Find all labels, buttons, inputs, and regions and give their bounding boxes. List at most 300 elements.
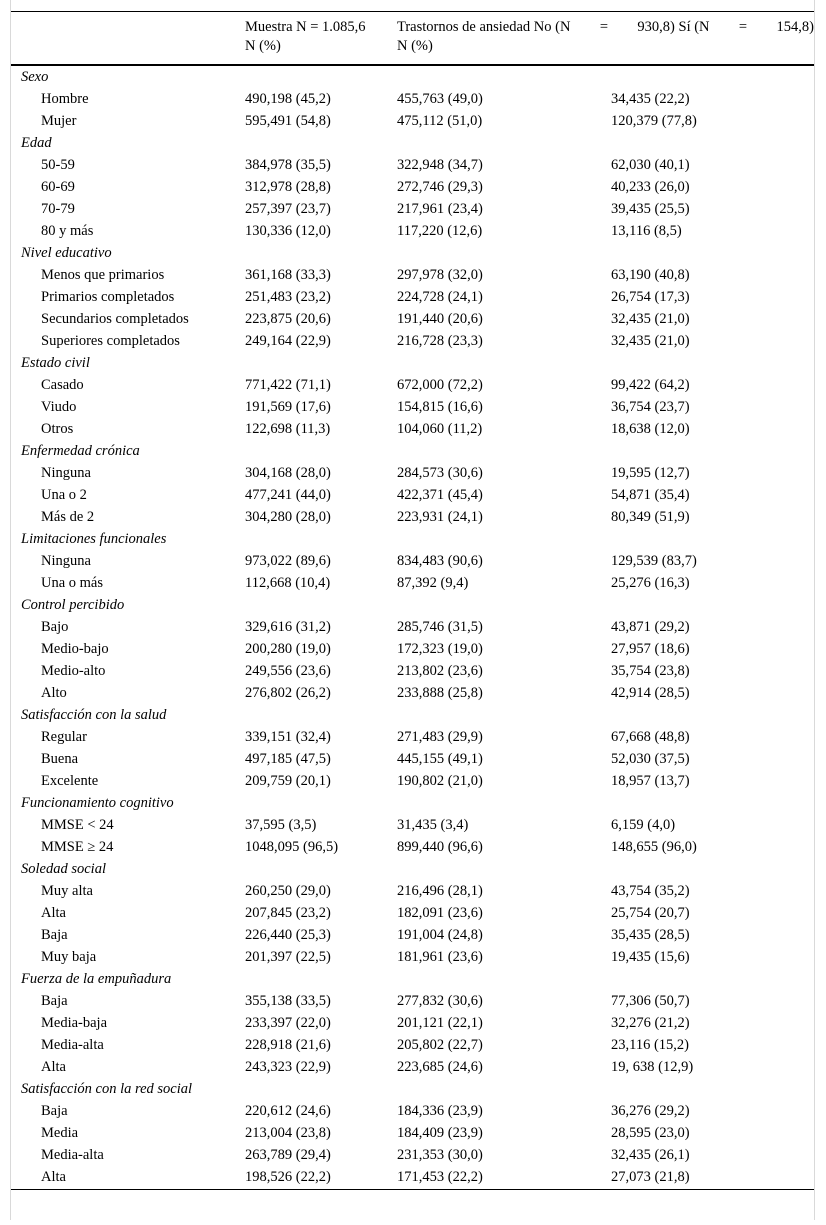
header-muestra-line2: N (%) (245, 38, 281, 54)
table-row (11, 748, 814, 770)
cell-si: 25,754 (20,7) (611, 905, 690, 921)
cell-muestra: 228,918 (21,6) (245, 1037, 331, 1053)
table-row (11, 308, 814, 330)
cell-muestra: 251,483 (23,2) (245, 289, 331, 305)
cell-si: 36,276 (29,2) (611, 1103, 690, 1119)
row-label: Mujer (41, 113, 77, 129)
row-label: 60-69 (41, 179, 75, 195)
cell-muestra: 200,280 (19,0) (245, 641, 331, 657)
row-label: Regular (41, 729, 87, 745)
cell-ansiedad (397, 572, 814, 594)
cell-si: 80,349 (51,9) (611, 509, 690, 525)
cell-ansiedad-wrap (397, 638, 814, 660)
cell-no: 455,763 (49,0) (397, 91, 483, 107)
cell-no: 272,746 (29,3) (397, 179, 483, 195)
cell-ansiedad-wrap (397, 220, 814, 242)
cell-no: 231,353 (30,0) (397, 1147, 483, 1163)
cell-ansiedad-wrap (397, 330, 814, 352)
category-row (11, 792, 814, 814)
row-label: Hombre (41, 91, 89, 107)
cell-no: 171,453 (22,2) (397, 1169, 483, 1185)
cell-ansiedad (397, 484, 814, 506)
table-row (11, 1012, 814, 1034)
cell-muestra: 249,164 (22,9) (245, 333, 331, 349)
row-label: Baja (41, 993, 68, 1009)
cell-no: 899,440 (96,6) (397, 839, 483, 855)
row-label: Una o más (41, 575, 104, 591)
cell-si: 27,073 (21,8) (611, 1169, 690, 1185)
table-row (11, 902, 814, 924)
cell-no: 223,931 (24,1) (397, 509, 483, 525)
cell-muestra: 355,138 (33,5) (245, 993, 331, 1009)
cell-ansiedad-wrap (397, 1144, 814, 1166)
cell-ansiedad-wrap (397, 264, 814, 286)
cell-ansiedad-wrap (397, 946, 814, 968)
row-label: Superiores completados (41, 333, 180, 349)
table-row (11, 924, 814, 946)
cell-ansiedad (397, 110, 814, 132)
row-label: Alta (41, 1059, 66, 1075)
cell-muestra: 201,397 (22,5) (245, 949, 331, 965)
cell-ansiedad-wrap (397, 198, 814, 220)
cell-ansiedad (397, 1100, 814, 1122)
cell-muestra: 1048,095 (96,5) (245, 839, 339, 855)
cell-ansiedad (397, 880, 814, 902)
cell-ansiedad (397, 638, 814, 660)
cell-ansiedad (397, 396, 814, 418)
cell-si: 63,190 (40,8) (611, 267, 690, 283)
cell-ansiedad (397, 88, 814, 110)
cell-ansiedad-wrap (397, 506, 814, 528)
cell-ansiedad (397, 682, 814, 704)
cell-muestra: 329,616 (31,2) (245, 619, 331, 635)
cell-ansiedad-wrap (397, 660, 814, 682)
cell-muestra: 477,241 (44,0) (245, 487, 331, 503)
table-row (11, 396, 814, 418)
cell-si: 32,435 (21,0) (611, 311, 690, 327)
row-label: Otros (41, 421, 74, 437)
cell-ansiedad-wrap (397, 154, 814, 176)
category-label: Funcionamiento cognitivo (21, 795, 174, 811)
cell-muestra: 260,250 (29,0) (245, 883, 331, 899)
cell-ansiedad-wrap (397, 286, 814, 308)
cell-ansiedad-wrap (397, 1012, 814, 1034)
cell-ansiedad-wrap (397, 1166, 814, 1188)
table-row (11, 616, 814, 638)
category-label: Limitaciones funcionales (21, 531, 167, 547)
cell-muestra: 37,595 (3,5) (245, 817, 317, 833)
cell-muestra: 304,280 (28,0) (245, 509, 331, 525)
cell-muestra: 384,978 (35,5) (245, 157, 331, 173)
cell-ansiedad (397, 154, 814, 176)
category-row (11, 528, 814, 550)
cell-ansiedad-wrap (397, 814, 814, 836)
cell-ansiedad (397, 770, 814, 792)
header-ansiedad-line1 (397, 18, 814, 37)
row-label: Baja (41, 1103, 68, 1119)
cell-ansiedad (397, 1122, 814, 1144)
cell-no: 87,392 (9,4) (397, 575, 469, 591)
table-row (11, 946, 814, 968)
row-label: Muy alta (41, 883, 93, 899)
cell-muestra: 207,845 (23,2) (245, 905, 331, 921)
category-row (11, 858, 814, 880)
cell-no: 223,685 (24,6) (397, 1059, 483, 1075)
row-label: Ninguna (41, 553, 91, 569)
cell-muestra: 213,004 (23,8) (245, 1125, 331, 1141)
cell-no: 191,004 (24,8) (397, 927, 483, 943)
cell-no: 181,961 (23,6) (397, 949, 483, 965)
cell-muestra: 223,875 (20,6) (245, 311, 331, 327)
cell-no: 475,112 (51,0) (397, 113, 483, 129)
cell-no: 184,336 (23,9) (397, 1103, 483, 1119)
header-ansiedad-part-b: = (599, 19, 609, 35)
row-label: 80 y más (41, 223, 94, 239)
header-ansiedad (397, 12, 814, 66)
table-row (11, 770, 814, 792)
cell-si: 36,754 (23,7) (611, 399, 690, 415)
category-label: Soledad social (21, 861, 106, 877)
row-label: Secundarios completados (41, 311, 189, 327)
cell-ansiedad-wrap (397, 682, 814, 704)
cell-si: 99,422 (64,2) (611, 377, 690, 393)
table-row (11, 660, 814, 682)
cell-ansiedad (397, 660, 814, 682)
cell-muestra: 304,168 (28,0) (245, 465, 331, 481)
cell-si: 32,435 (21,0) (611, 333, 690, 349)
cell-muestra: 339,151 (32,4) (245, 729, 331, 745)
row-label: Media-baja (41, 1015, 108, 1031)
header-ansiedad-part-d: = (738, 19, 748, 35)
row-label: Alta (41, 905, 66, 921)
cell-ansiedad-wrap (397, 484, 814, 506)
cell-ansiedad (397, 726, 814, 748)
cell-no: 190,802 (21,0) (397, 773, 483, 789)
cell-no: 117,220 (12,6) (397, 223, 483, 239)
cell-no: 233,888 (25,8) (397, 685, 483, 701)
cell-muestra: 771,422 (71,1) (245, 377, 331, 393)
cell-muestra: 191,569 (17,6) (245, 399, 331, 415)
cell-ansiedad-wrap (397, 924, 814, 946)
cell-ansiedad (397, 1034, 814, 1056)
category-row (11, 594, 814, 616)
cell-muestra: 263,789 (29,4) (245, 1147, 331, 1163)
cell-ansiedad (397, 374, 814, 396)
cell-ansiedad (397, 902, 814, 924)
row-label: Casado (41, 377, 84, 393)
cell-ansiedad-wrap (397, 572, 814, 594)
cell-no: 422,371 (45,4) (397, 487, 483, 503)
cell-no: 224,728 (24,1) (397, 289, 483, 305)
cell-ansiedad-wrap (397, 110, 814, 132)
row-label: MMSE ≥ 24 (41, 839, 114, 855)
cell-ansiedad-wrap (397, 990, 814, 1012)
cell-muestra: 209,759 (20,1) (245, 773, 331, 789)
cell-ansiedad-wrap (397, 616, 814, 638)
cell-ansiedad-wrap (397, 176, 814, 198)
row-label: Alto (41, 685, 67, 701)
table-row (11, 286, 814, 308)
table-row (11, 506, 814, 528)
cell-ansiedad-wrap (397, 374, 814, 396)
row-label: Media-alta (41, 1037, 104, 1053)
table-row (11, 726, 814, 748)
cell-si: 67,668 (48,8) (611, 729, 690, 745)
cell-ansiedad-wrap (397, 308, 814, 330)
cell-no: 271,483 (29,9) (397, 729, 483, 745)
cell-muestra: 276,802 (26,2) (245, 685, 331, 701)
cell-no: 445,155 (49,1) (397, 751, 483, 767)
table-header (11, 12, 814, 66)
category-row (11, 704, 814, 726)
cell-muestra: 198,526 (22,2) (245, 1166, 397, 1190)
table-row (11, 462, 814, 484)
cell-si: 34,435 (22,2) (611, 91, 690, 107)
category-row (11, 242, 814, 264)
table-row (11, 1034, 814, 1056)
cell-ansiedad (397, 814, 814, 836)
cell-ansiedad-wrap (397, 836, 814, 858)
cell-ansiedad (397, 836, 814, 858)
cell-si: 54,871 (35,4) (611, 487, 690, 503)
cell-ansiedad (397, 462, 814, 484)
row-label: Viudo (41, 399, 77, 415)
cell-si: 148,655 (96,0) (611, 839, 697, 855)
cell-si: 18,957 (13,7) (611, 773, 690, 789)
category-row (11, 132, 814, 154)
cell-muestra: 490,198 (45,2) (245, 91, 331, 107)
cell-si: 32,276 (21,2) (611, 1015, 690, 1031)
cell-ansiedad (397, 418, 814, 440)
cell-ansiedad (397, 264, 814, 286)
cell-muestra: 130,336 (12,0) (245, 223, 331, 239)
cell-ansiedad-wrap (397, 770, 814, 792)
cell-muestra: 249,556 (23,6) (245, 663, 331, 679)
row-label: 50-59 (41, 157, 75, 173)
cell-ansiedad-wrap (397, 396, 814, 418)
cell-no: 172,323 (19,0) (397, 641, 483, 657)
table-row (11, 264, 814, 286)
cell-ansiedad (397, 1056, 814, 1078)
row-label: Media (41, 1125, 79, 1141)
cell-si: 28,595 (23,0) (611, 1125, 690, 1141)
header-ansiedad-part-a: Trastornos de ansiedad No (N (397, 19, 571, 35)
cell-si: 27,957 (18,6) (611, 641, 690, 657)
row-label: Medio-bajo (41, 641, 109, 657)
table-row (11, 198, 814, 220)
cell-no: 672,000 (72,2) (397, 377, 483, 393)
cell-ansiedad (397, 550, 814, 572)
table-body (11, 65, 814, 1190)
header-muestra (245, 12, 397, 66)
cell-ansiedad (397, 1166, 814, 1190)
cell-no: 154,815 (16,6) (397, 399, 483, 415)
cell-ansiedad (397, 1012, 814, 1034)
table-row (11, 418, 814, 440)
table-row (11, 814, 814, 836)
row-label: MMSE < 24 (41, 817, 114, 833)
cell-ansiedad (397, 946, 814, 968)
cell-si: 13,116 (8,5) (611, 223, 682, 239)
row-label: Primarios completados (41, 289, 175, 305)
table-row (11, 880, 814, 902)
category-row (11, 352, 814, 374)
cell-no: 205,802 (22,7) (397, 1037, 483, 1053)
cell-si: 23,116 (15,2) (611, 1037, 689, 1053)
cell-si: 19, 638 (12,9) (611, 1059, 694, 1075)
cell-ansiedad (397, 286, 814, 308)
row-label: Una o 2 (41, 487, 87, 503)
row-label: Buena (41, 751, 79, 767)
category-label: Fuerza de la empuñadura (21, 971, 172, 987)
row-label: 70-79 (41, 201, 75, 217)
cell-ansiedad-wrap (397, 1100, 814, 1122)
cell-ansiedad (397, 176, 814, 198)
cell-si: 129,539 (83,7) (611, 553, 697, 569)
cell-muestra: 112,668 (10,4) (245, 575, 331, 591)
cell-muestra: 973,022 (89,6) (245, 553, 331, 569)
category-label: Satisfacción con la red social (21, 1081, 193, 1097)
category-row (11, 1078, 814, 1100)
cell-ansiedad (397, 748, 814, 770)
cell-si: 52,030 (37,5) (611, 751, 690, 767)
data-table (11, 11, 814, 1190)
cell-si: 42,914 (28,5) (611, 685, 690, 701)
cell-no: 322,948 (34,7) (397, 157, 483, 173)
table-row (11, 572, 814, 594)
row-label: Bajo (41, 619, 69, 635)
row-label: Excelente (41, 773, 99, 789)
cell-no: 217,961 (23,4) (397, 201, 483, 217)
row-label: Muy baja (41, 949, 97, 965)
cell-ansiedad-wrap (397, 902, 814, 924)
cell-no: 216,496 (28,1) (397, 883, 483, 899)
cell-ansiedad (397, 198, 814, 220)
cell-muestra: 243,323 (22,9) (245, 1059, 331, 1075)
cell-si: 77,306 (50,7) (611, 993, 690, 1009)
row-label: Baja (41, 927, 68, 943)
cell-ansiedad (397, 330, 814, 352)
header-muestra-line1: Muestra N = 1.085,6 (245, 19, 366, 35)
cell-muestra: 257,397 (23,7) (245, 201, 331, 217)
row-label: Media-alta (41, 1147, 104, 1163)
cell-si: 35,754 (23,8) (611, 663, 690, 679)
category-label: Enfermedad crónica (21, 443, 140, 459)
header-ansiedad-part-c: 930,8) Sí (N (637, 19, 710, 35)
cell-no: 297,978 (32,0) (397, 267, 483, 283)
row-label: Ninguna (41, 465, 91, 481)
table-row (11, 1056, 814, 1078)
cell-no: 284,573 (30,6) (397, 465, 483, 481)
cell-si: 43,754 (35,2) (611, 883, 690, 899)
cell-no: 834,483 (90,6) (397, 553, 483, 569)
cell-ansiedad-wrap (397, 748, 814, 770)
cell-ansiedad (397, 1144, 814, 1166)
cell-ansiedad-wrap (397, 880, 814, 902)
cell-muestra: 122,698 (11,3) (245, 421, 331, 437)
cell-si: 62,030 (40,1) (611, 157, 690, 173)
cell-si: 19,595 (12,7) (611, 465, 690, 481)
cell-ansiedad (397, 506, 814, 528)
cell-no: 285,746 (31,5) (397, 619, 483, 635)
cell-no: 31,435 (3,4) (397, 817, 469, 833)
table-row (11, 1144, 814, 1166)
cell-ansiedad-wrap (397, 88, 814, 110)
header-ansiedad-line2: N (%) (397, 38, 433, 54)
table-row (11, 88, 814, 110)
table-row (11, 176, 814, 198)
category-row (11, 65, 814, 88)
cell-ansiedad (397, 990, 814, 1012)
table-row (11, 110, 814, 132)
table-row (11, 1122, 814, 1144)
cell-muestra: 226,440 (25,3) (245, 927, 331, 943)
category-row (11, 440, 814, 462)
category-label: Edad (21, 135, 52, 151)
cell-ansiedad (397, 308, 814, 330)
category-label: Estado civil (21, 355, 90, 371)
row-label: Menos que primarios (41, 267, 165, 283)
cell-si: 18,638 (12,0) (611, 421, 690, 437)
cell-no: 277,832 (30,6) (397, 993, 483, 1009)
cell-si: 120,379 (77,8) (611, 113, 697, 129)
cell-ansiedad (397, 220, 814, 242)
cell-si: 35,435 (28,5) (611, 927, 690, 943)
cell-muestra: 312,978 (28,8) (245, 179, 331, 195)
table-row (11, 682, 814, 704)
cell-no: 184,409 (23,9) (397, 1125, 483, 1141)
category-label: Satisfacción con la salud (21, 707, 167, 723)
table-row (11, 990, 814, 1012)
cell-ansiedad-wrap (397, 1034, 814, 1056)
cell-ansiedad-wrap (397, 418, 814, 440)
cell-no: 216,728 (23,3) (397, 333, 483, 349)
row-label: Medio-alto (41, 663, 106, 679)
cell-no: 182,091 (23,6) (397, 905, 483, 921)
cell-muestra: 220,612 (24,6) (245, 1103, 331, 1119)
cell-si: 39,435 (25,5) (611, 201, 690, 217)
cell-muestra: 233,397 (22,0) (245, 1015, 331, 1031)
cell-no: 191,440 (20,6) (397, 311, 483, 327)
table-row (11, 1100, 814, 1122)
row-label: Más de 2 (41, 509, 95, 525)
cell-ansiedad-wrap (397, 550, 814, 572)
cell-no: 213,802 (23,6) (397, 663, 483, 679)
cell-ansiedad-wrap (397, 1122, 814, 1144)
table-row (11, 638, 814, 660)
cell-si: 26,754 (17,3) (611, 289, 690, 305)
table-row (11, 1166, 814, 1190)
cell-no: 201,121 (22,1) (397, 1015, 483, 1031)
category-label: Sexo (21, 69, 49, 85)
category-label: Control percibido (21, 597, 125, 613)
table-row (11, 550, 814, 572)
table-row (11, 484, 814, 506)
cell-ansiedad-wrap (397, 726, 814, 748)
cell-ansiedad-wrap (397, 462, 814, 484)
table-row (11, 836, 814, 858)
header-ansiedad-part-e: 154,8) (776, 19, 814, 35)
cell-muestra: 497,185 (47,5) (245, 751, 331, 767)
row-label: Alta (11, 1166, 245, 1190)
table-row (11, 154, 814, 176)
cell-si: 6,159 (4,0) (611, 817, 676, 833)
cell-ansiedad-wrap (397, 1056, 814, 1078)
category-row (11, 968, 814, 990)
cell-ansiedad (397, 616, 814, 638)
cell-ansiedad (397, 924, 814, 946)
cell-si: 43,871 (29,2) (611, 619, 690, 635)
